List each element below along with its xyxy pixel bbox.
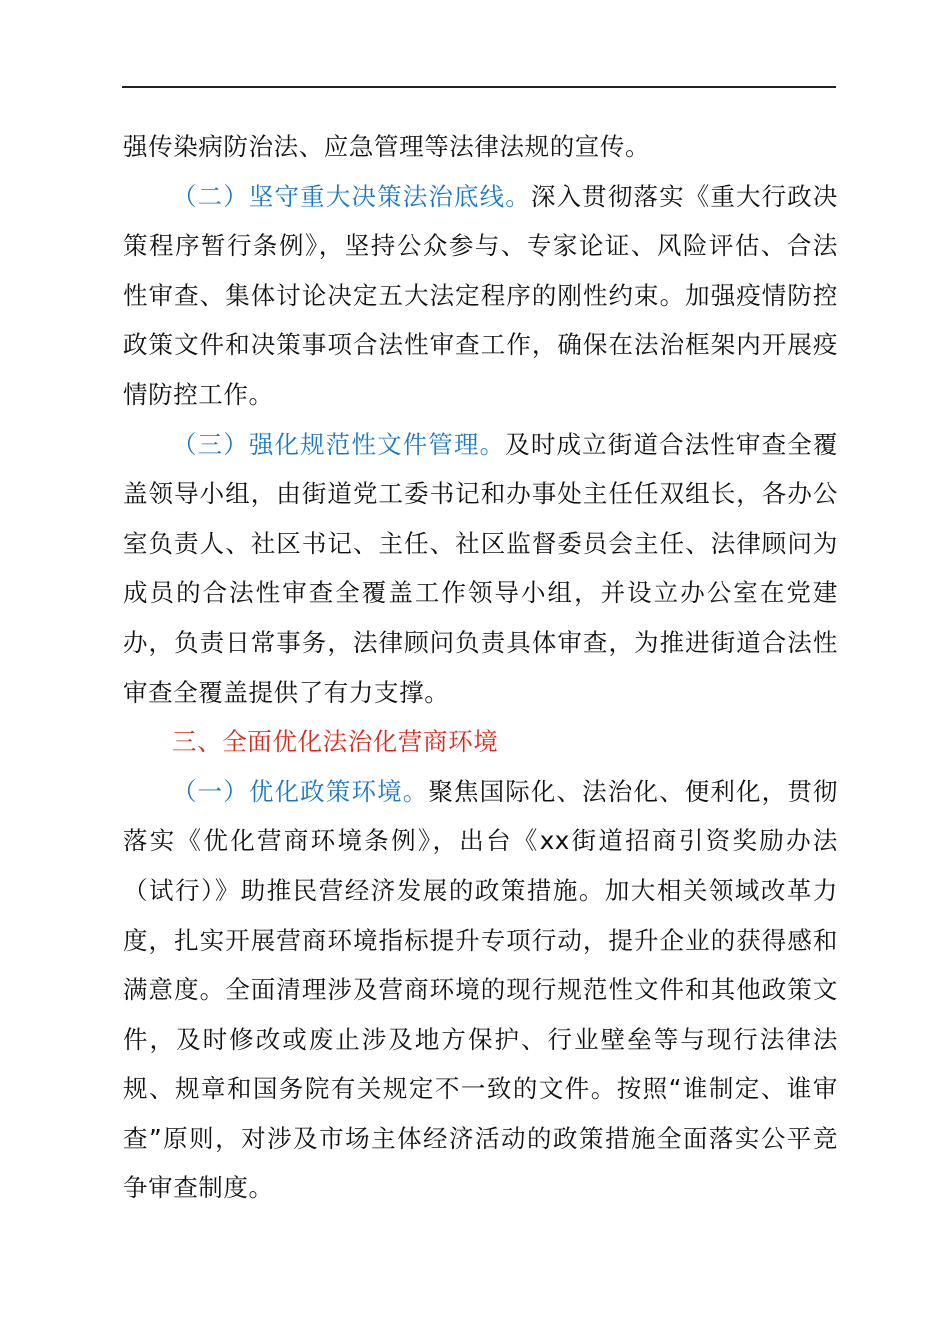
header-rule <box>122 86 836 88</box>
paragraph-text: 深入贯彻落实《重大行政决策程序暂行条例》，坚持公众参与、专家论证、风险评估、合法性审查、集体讨论决定五大法定程序的刚性约束。加强疫情防控政策文件和决策事项合法性审查工作，确保在法治框架内开展疫情防控工作。 <box>123 181 838 409</box>
paragraph-continuation <box>123 122 838 172</box>
paragraph-normative-documents <box>123 420 838 718</box>
paragraph-text: 聚焦国际化、法治化、便利化，贯彻落实《优化营商环境条例》，出台《xx街道招商引资奖励办法（试行）》助推民营经济发展的政策措施。加大相关领域改革力度，扎实开展营商环境指标提升专项行动，提升企业的获得感和满意度。全面清理涉及营商环境的现行规范性文件和其他政策文件，及时修改或废止涉及地方保护、行业壁垒等与现行法律法规、规章和国务院有关规定不一致的文件。按照“谁制定、谁审查”原则，对涉及市场主体经济活动的政策措施全面落实公平竞争审查制度。 <box>123 776 838 1203</box>
paragraph-text: 及时成立街道合法性审查全覆盖领导小组，由街道党工委书记和办事处主任任双组长，各办公室负责人、社区书记、主任、社区监督委员会主任、法律顾问为成员的合法性审查全覆盖工作领导小组，并设立办公室在党建办，负责日常事务，法律顾问负责具体审查，为推进街道合法性审查全覆盖提供了有力支撑。 <box>123 429 838 707</box>
document-body <box>123 122 838 1213</box>
paragraph-text: 强传染病防治法、应急管理等法律法规的宣传。 <box>123 132 651 161</box>
subheading-policy-environment: （一）优化政策环境。 <box>172 776 429 806</box>
paragraph-policy-environment <box>123 767 838 1213</box>
subheading-normative-documents: （三）强化规范性文件管理。 <box>172 429 506 459</box>
paragraph-major-decisions <box>123 172 838 420</box>
subheading-major-decisions: （二）坚守重大决策法治底线。 <box>172 181 531 211</box>
section-heading-business-environment: 三、全面优化法治化营商环境 <box>172 727 499 757</box>
